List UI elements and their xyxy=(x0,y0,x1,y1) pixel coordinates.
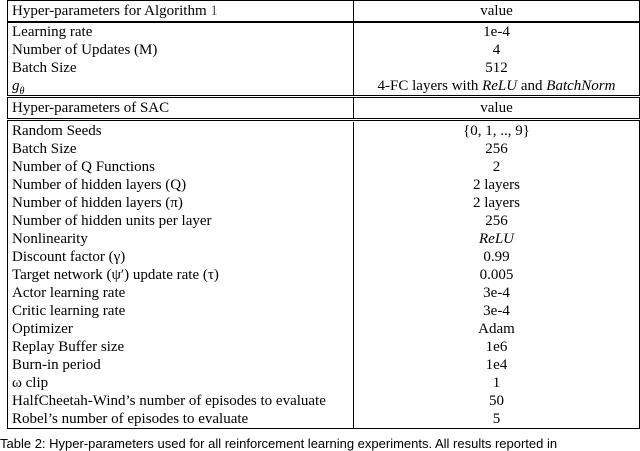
table-row xyxy=(8,77,639,95)
param-name: Batch Size xyxy=(8,140,354,158)
param-value: 3e-4 xyxy=(483,303,510,319)
param-name: Replay Buffer size xyxy=(8,338,354,356)
param-name: Number of Updates (M) xyxy=(8,41,354,59)
table-row xyxy=(8,230,639,248)
alg-header-name: Hyper-parameters for Algorithm 1 xyxy=(8,1,354,21)
param-value: {0, 1, .., 9} xyxy=(463,123,530,139)
param-value: ReLU xyxy=(479,231,514,247)
param-name: Number of hidden layers (Q) xyxy=(8,176,354,194)
table-row xyxy=(8,284,639,302)
table-row xyxy=(8,140,639,158)
table-row xyxy=(8,410,639,428)
param-name: Number of hidden layers (π) xyxy=(8,194,354,212)
param-value: 1e-4 xyxy=(483,24,510,40)
param-value: 2 xyxy=(492,159,501,175)
param-value: 50 xyxy=(489,393,504,409)
param-value: 4-FC layers with ReLU and BatchNorm xyxy=(377,78,616,94)
table-row xyxy=(8,176,639,194)
param-value: 1e6 xyxy=(485,339,508,355)
table-row xyxy=(8,158,639,176)
param-name: Burn-in period xyxy=(8,356,354,374)
sac-body-table xyxy=(7,120,640,429)
table-row xyxy=(8,356,639,374)
param-value: 4 xyxy=(492,42,501,58)
param-name: Actor learning rate xyxy=(8,284,354,302)
param-name: Learning rate xyxy=(8,23,354,41)
param-value: 1 xyxy=(492,375,501,391)
alg-header-value: value xyxy=(480,3,513,19)
param-value: 2 layers xyxy=(472,177,521,193)
param-value: 2 layers xyxy=(472,195,521,211)
param-name: HalfCheetah-Wind’s number of episodes to evaluate xyxy=(8,392,354,410)
alg-header-row xyxy=(8,1,639,21)
param-name: Critic learning rate xyxy=(8,302,354,320)
param-value: 3e-4 xyxy=(483,285,510,301)
table-row xyxy=(8,194,639,212)
sac-header-row xyxy=(8,98,639,118)
table-row xyxy=(8,302,639,320)
table-row xyxy=(8,266,639,284)
table-row xyxy=(8,248,639,266)
sac-header-value: value xyxy=(480,100,513,116)
param-name: Number of Q Functions xyxy=(8,158,354,176)
param-name: Random Seeds xyxy=(8,122,354,140)
table-row xyxy=(8,212,639,230)
table-caption: Table 2: Hyper-parameters used for all reinforcement learning experiments. All results reported in xyxy=(0,436,558,451)
param-name: ω clip xyxy=(8,374,354,392)
param-name: Robel’s number of episodes to evaluate xyxy=(8,410,354,428)
param-value: 256 xyxy=(485,141,508,157)
param-name: Discount factor (γ) xyxy=(8,248,354,266)
table-row xyxy=(8,59,639,77)
param-value: 256 xyxy=(485,213,508,229)
param-value: 1e4 xyxy=(485,357,508,373)
param-name: Optimizer xyxy=(8,320,354,338)
alg-header-table xyxy=(7,0,640,22)
param-value: 5 xyxy=(492,411,501,427)
table-row xyxy=(8,392,639,410)
table-row xyxy=(8,320,639,338)
param-name: $g_\theta$ xyxy=(8,77,354,95)
param-name: Target network (ψ′) update rate (τ) xyxy=(8,266,354,284)
sac-header-table xyxy=(7,97,640,119)
sac-header-name: Hyper-parameters of SAC xyxy=(8,98,354,118)
param-value: 0.99 xyxy=(483,249,510,265)
param-name: Batch Size xyxy=(8,59,354,77)
param-value: Adam xyxy=(478,321,515,337)
param-value: 0.005 xyxy=(479,267,514,283)
table-row xyxy=(8,41,639,59)
table-row xyxy=(8,374,639,392)
table-row xyxy=(8,122,639,140)
param-name: Number of hidden units per layer xyxy=(8,212,354,230)
table-row xyxy=(8,23,639,41)
param-name: Nonlinearity xyxy=(8,230,354,248)
param-value: 512 xyxy=(485,60,508,76)
table-row xyxy=(8,338,639,356)
alg-body-table xyxy=(7,22,640,96)
algorithm-ref-link[interactable]: 1 xyxy=(210,3,218,19)
